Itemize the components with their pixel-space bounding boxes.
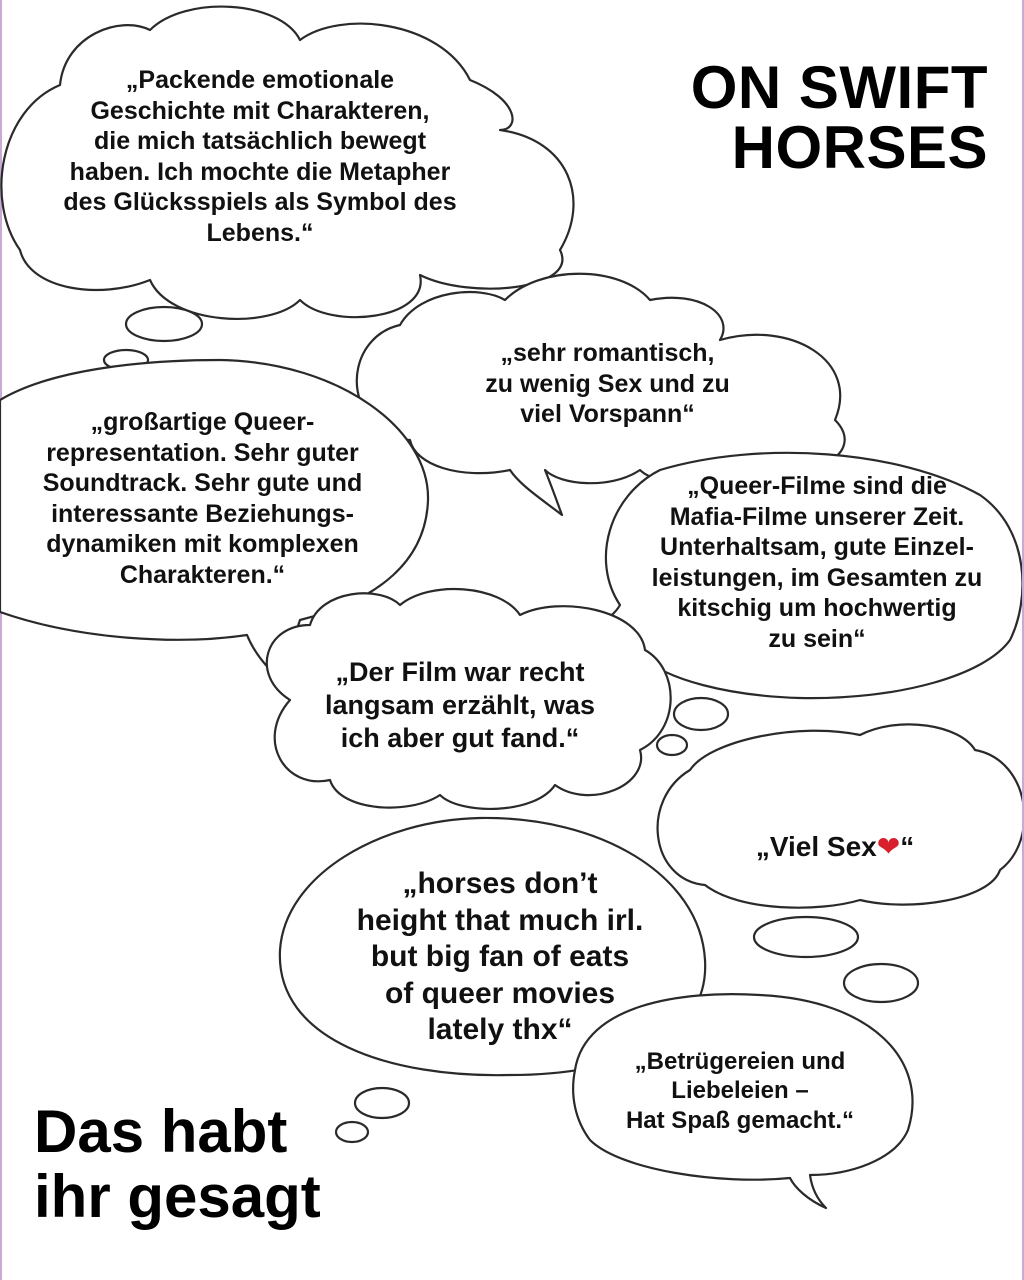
quote-4: „Queer-Filme sind die Mafia-Filme unserer Zeit. Unterhaltsam, gute Einzel- leistungen, im Gesamten zu kitschig um hochwertig zu sein“ <box>651 472 983 653</box>
thought-bubble-7-trail-large <box>355 1088 409 1118</box>
film-title: ON SWIFT HORSES <box>690 54 988 181</box>
thought-bubble-5-trail-large <box>674 698 728 730</box>
quote-1: „Packende emotionale Geschichte mit Charakteren, die mich tatsächlich bewegt haben. Ich mochte die Metapher des Glücksspiels als Symbol des Lebens.“ <box>63 66 457 247</box>
thought-bubble-6-trail-small <box>844 964 918 1002</box>
quote-2: „sehr romantisch, zu wenig Sex und zu viel Vorspann“ <box>485 339 730 428</box>
thought-bubble-5-trail-small <box>657 735 687 755</box>
section-heading: Das habt ihr gesagt <box>34 1098 321 1230</box>
quote-8: „Betrügereien und Liebeleien – Hat Spaß gemacht.“ <box>625 1048 855 1134</box>
quote-5: „Der Film war recht langsam erzählt, was ich aber gut fand.“ <box>324 657 596 753</box>
thought-bubble-7-trail-small <box>336 1122 368 1142</box>
quote-6-close: “ <box>900 831 915 863</box>
heart-icon: ❤ <box>876 831 901 863</box>
quote-6-text: „Viel Sex <box>755 831 877 863</box>
thought-bubble-1-trail-large <box>126 307 202 341</box>
thought-bubble-6-trail-large <box>754 917 858 957</box>
quote-7: „horses don’t height that much irl. but big fan of eats of queer movies lately thx“ <box>356 867 644 1047</box>
quote-3: „großartige Queer- representation. Sehr guter Soundtrack. Sehr gute und interessante Beziehungs- dynamiken mit komplexen Charakteren.“ <box>42 408 363 589</box>
quote-6 <box>700 796 970 864</box>
